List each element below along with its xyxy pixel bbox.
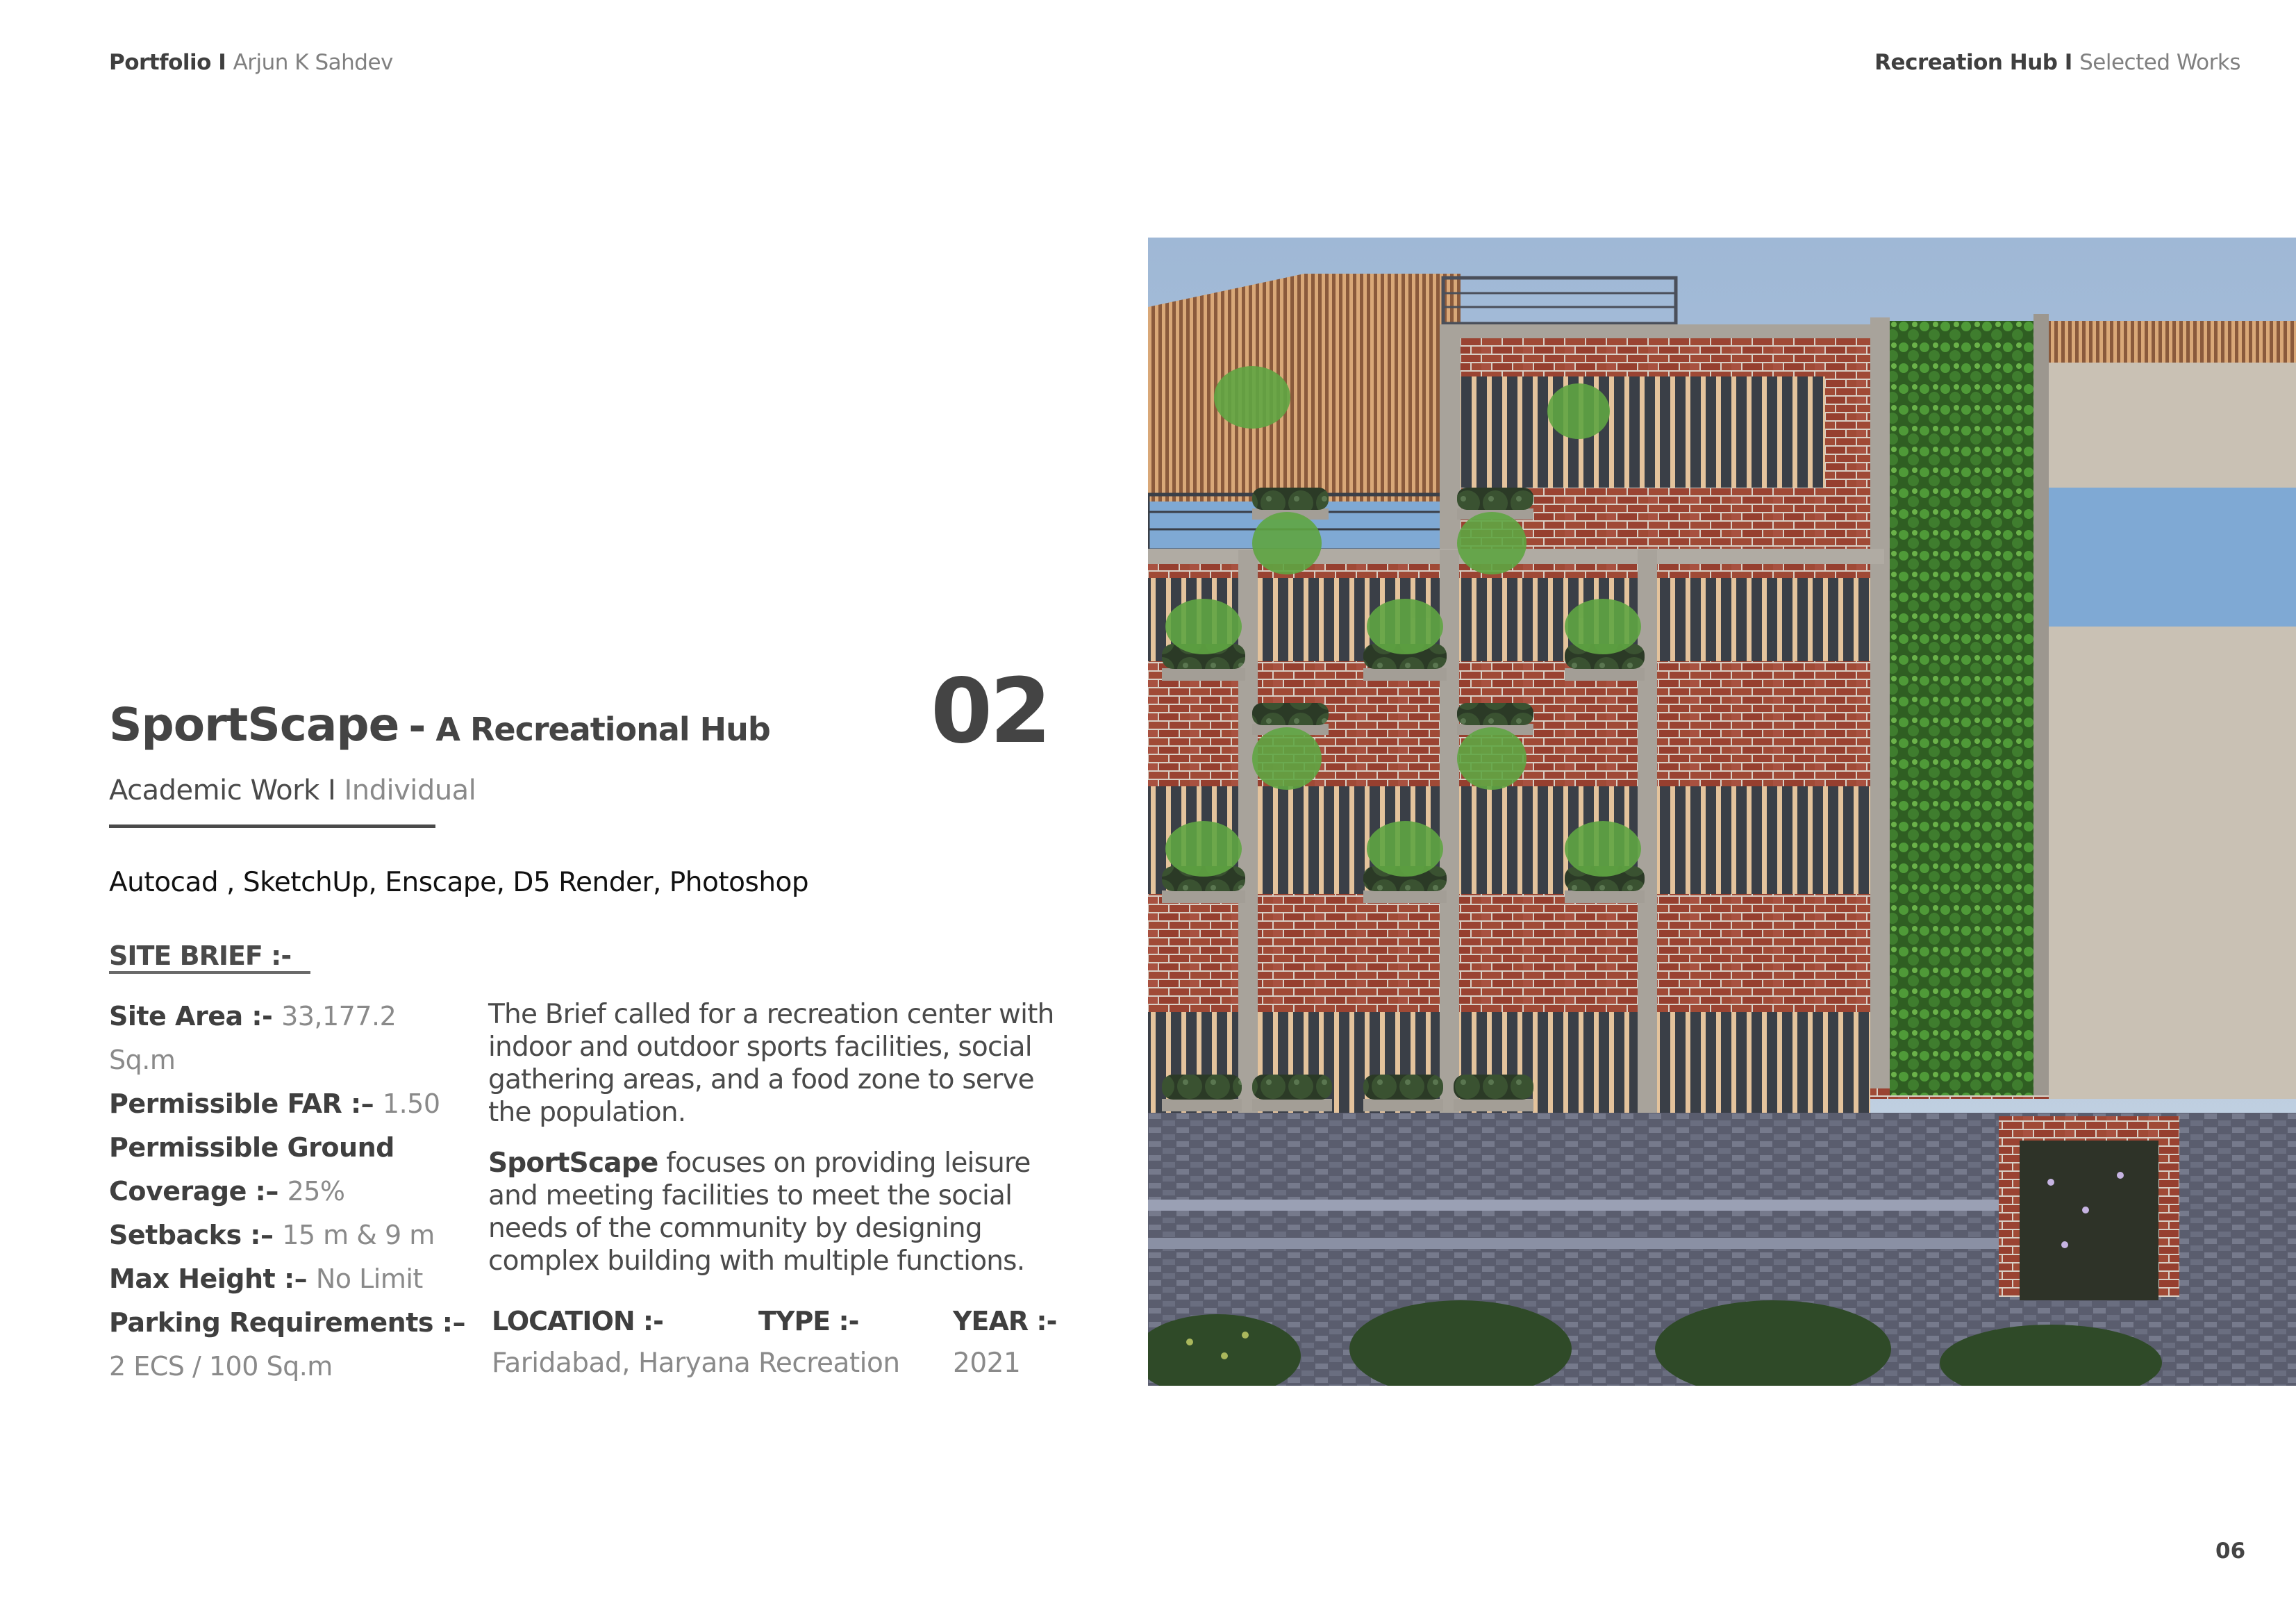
spec-item: Max Height :– No Limit: [109, 1263, 423, 1294]
section-subtitle: Selected Works: [2079, 50, 2240, 75]
title-divider: [109, 825, 435, 828]
project-name: SportScape: [109, 698, 399, 752]
work-category: Academic Work: [109, 774, 319, 806]
spec-item: Site Area :- 33,177.2 Sq.m: [109, 1001, 397, 1075]
section-header: [1874, 50, 2240, 75]
page-number: 06: [2215, 1539, 2246, 1564]
year-value: 2021: [953, 1348, 1021, 1379]
work-type: [109, 774, 476, 806]
site-brief-divider: [109, 971, 310, 974]
author-name: Arjun K Sahdev: [233, 50, 393, 75]
facade-render-image: [1148, 238, 2296, 1386]
year-label: YEAR :-: [953, 1306, 1057, 1336]
software-tools: Autocad , SketchUp, Enscape, D5 Render, Photoshop: [109, 867, 809, 898]
type-value: Recreation: [758, 1348, 900, 1379]
header-separator: I: [210, 50, 233, 75]
work-separator: I: [319, 774, 344, 806]
project-title: [109, 698, 770, 752]
spec-item: Setbacks :– 15 m & 9 m: [109, 1220, 435, 1250]
spec-item: Permissible Ground Coverage :– 25%: [109, 1132, 394, 1207]
description-paragraph: The Brief called for a recreation center with indoor and outdoor sports facilities, social gathering areas, and a food zone to serve the population.: [488, 999, 1054, 1128]
site-brief-heading: SITE BRIEF :-: [109, 941, 292, 971]
portfolio-header: [109, 50, 393, 75]
facade-illustration: [1148, 238, 2296, 1386]
project-subtitle: A Recreational Hub: [435, 711, 770, 748]
portfolio-label: Portfolio: [109, 50, 211, 75]
spec-item: Permissible FAR :– 1.50: [109, 1088, 440, 1119]
year-column: [953, 1306, 1056, 1379]
header-separator: I: [2057, 50, 2080, 75]
spec-item: Parking Requirements :– 2 ECS / 100 Sq.m: [109, 1307, 465, 1382]
project-number: 02: [931, 660, 1049, 763]
description-emphasis: SportScape: [488, 1147, 658, 1179]
work-team: Individual: [344, 774, 476, 806]
site-brief-list: [109, 995, 470, 1389]
description-paragraph: SportScape focuses on providing leisure and meeting facilities to meet the social needs of the community by designing complex building with multiple functions.: [488, 1147, 1031, 1277]
title-separator: -: [408, 702, 426, 751]
location-label: LOCATION :-: [492, 1306, 663, 1336]
project-description: [488, 998, 1058, 1295]
section-label: Recreation Hub: [1874, 50, 2058, 75]
location-column: [492, 1306, 750, 1379]
location-value: Faridabad, Haryana: [492, 1348, 751, 1379]
type-column: [758, 1306, 900, 1379]
type-label: TYPE :-: [758, 1306, 859, 1336]
